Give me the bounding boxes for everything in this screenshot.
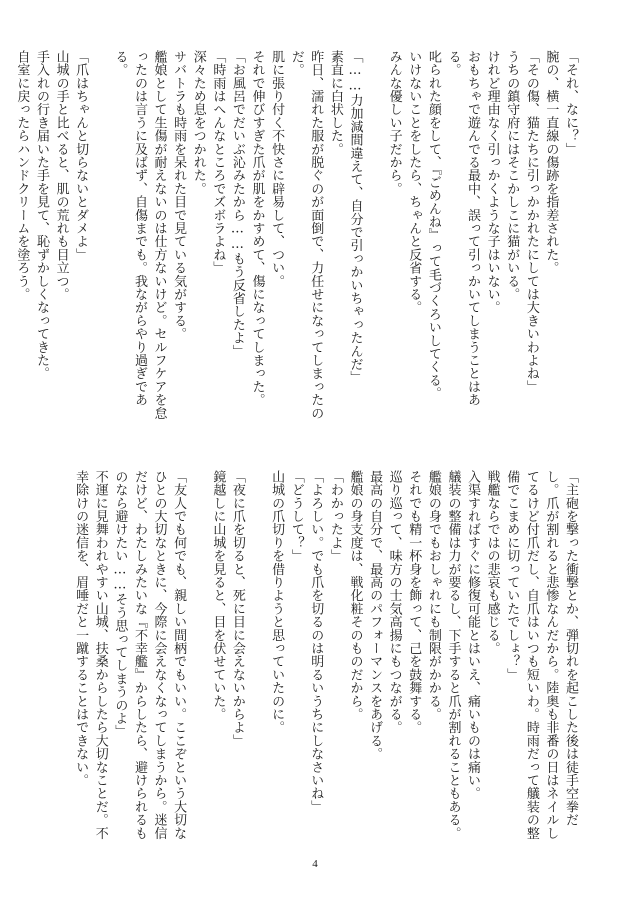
text-line: 入渠すればすぐに修復可能とはいえ、痛いものは痛い。: [465, 470, 481, 800]
text-line: 「それ、なに？」: [563, 50, 578, 156]
text-line: おもちゃで遊んでる最中、誤って引っかいてしまうことはある。: [445, 50, 481, 407]
text-line: [247, 470, 267, 852]
text-line: 艤装の整備は力が要るし、下手すると爪が割れることもある。: [445, 470, 461, 840]
text-line: 艦娘の身支度は、戦化粧そのものだから。: [347, 470, 363, 721]
text-line: 「どうして？」: [288, 470, 304, 563]
text-line: [90, 50, 110, 432]
text-block-lower: [71, 470, 580, 852]
text-line: 「お風呂でだいぶ沁みたから……もう反省したよ」: [229, 50, 245, 358]
text-line: 自室に戻ったらハンドクリームを塗ろう。: [14, 50, 30, 301]
text-line: 昨日、濡れた服が脱ぐのが面倒で、力任せになってしまったのだ。: [288, 50, 324, 420]
text-line: 山城の爪切りを借りようと思っていたのに。: [269, 470, 285, 734]
text-line: それで伸びすぎた爪が肌をかすめて、傷になってしまった。: [249, 50, 265, 407]
text-line: 素直に白状した。: [327, 50, 343, 156]
text-line: 「夜に爪を切ると、死に目に会えないからよ」: [229, 470, 245, 748]
page-number: 4: [312, 858, 318, 870]
text-line: それでも精一杯身を飾って、己を鼓舞する。: [406, 470, 422, 734]
text-line: 肌に張り付く不快さに辟易して、つい。: [269, 50, 285, 288]
text-line: 艦娘の身でもおしゃれにも制限がかかる。: [425, 470, 441, 721]
text-line: 「その傷、猫たちに引っかかれたにしては大きいわよね」: [523, 50, 539, 394]
text-line: 手入れの行き届いた手を見て、恥ずかしくなってきた。: [33, 50, 49, 380]
text-line: 「爪はちゃんと切らないとダメよ」: [73, 50, 89, 262]
text-line: 叱られた顔をして、『ごめんね』って毛づくろいしてくる。: [425, 50, 441, 400]
text-line: 戦艦ならではの悲哀も感じる。: [484, 470, 500, 655]
text-line: サバトラも時雨を呆れた目で見ている気がする。: [171, 50, 187, 341]
text-block-upper: [12, 50, 580, 432]
text-line: [364, 50, 384, 432]
text-line: 鏡越しに山城を見ると、目を伏せていた。: [210, 470, 226, 721]
text-line: [188, 470, 208, 852]
text-line: 「主砲を撃った衝撃とか、弾切れを起こした後は徒手空拳だし。爪が割れると悲惨なんだから。陸奥も非番の日はネイルしてるけど付爪だし、自爪はいつも短いわ。時雨だって艤装の整備でこまめに切っていたでしょ？」: [504, 470, 578, 840]
text-line: 山城の手と比べると、肌の荒れも目立つ。: [53, 50, 69, 301]
text-line: みんな優しい子だから。: [386, 50, 402, 196]
text-line: 最高の自分で、最高のパフォーマンスをあげる。: [367, 470, 383, 761]
text-line: 「時雨はへんなところでズボラよね」: [210, 50, 226, 275]
text-line: 巡り巡って、味方の士気高揚にもつながる。: [386, 470, 402, 734]
text-line: 艦娘として生傷が耐えないのは仕方ないけど。セルフケアを怠ったのは言うに及ばず、自傷までも。我ながらやり過ぎである。: [112, 50, 167, 420]
text-line: 「……力加減間違えて、自分で引っかいちゃったんだ」: [347, 50, 363, 384]
text-line: 腕の、横一直線の傷跡を指差された。: [543, 50, 559, 275]
text-line: うちの鎮守府にはそこかしこに猫がいる。: [504, 50, 520, 301]
text-line: 深々ため息をつかれた。: [190, 50, 206, 196]
text-line: 「よろしい。でも爪を切るのは明るいうちにしなさいね」: [308, 470, 324, 814]
text-line: 「わかったよ」: [327, 470, 343, 563]
text-line: 不運に見舞われやすい山城、扶桑からしたら大切なことだ。不幸除けの迷信を、眉唾だと一蹴することはできない。: [73, 470, 108, 840]
text-line: けれど理由なく引っかくような子はいない。: [484, 50, 500, 314]
text-line: いけないことをしたら、ちゃんと反省する。: [406, 50, 422, 314]
text-line: 「友人でも何でも、親しい間柄でもいい。ここぞという大切なひとの大切なときに、今際に会えなくなってしまうから。迷信だけど、わたしみたいな『不幸艦』からしたら、避けられるものなら避けたい……そう思ってしまうのよ」: [112, 470, 187, 840]
